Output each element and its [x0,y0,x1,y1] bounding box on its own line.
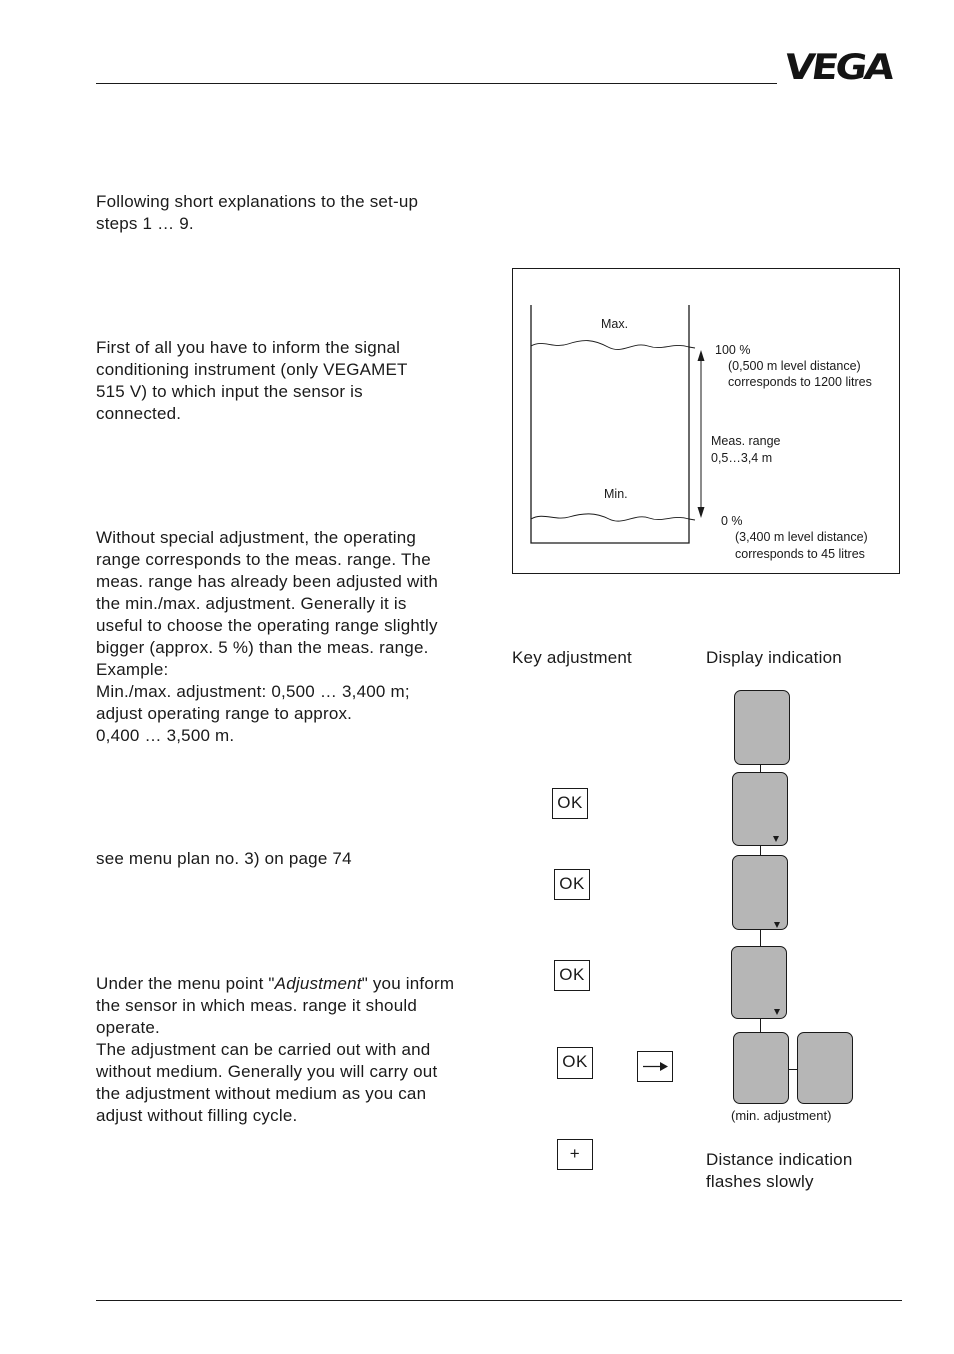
display-5 [733,1032,789,1104]
intro-text: Following short explanations to the set-up steps 1 … 9. [96,192,419,233]
min-level-wave [531,514,695,521]
min-adjustment-caption: (min. adjustment) [731,1108,832,1123]
arrow-right-icon [638,1052,672,1081]
ok-key-2[interactable]: OK [554,869,590,900]
display-connector-4 [760,1018,761,1033]
top-volume: corresponds to 1200 litres [728,375,872,389]
adjustment-paragraph [96,973,488,1127]
footer-rule [96,1300,902,1301]
bottom-volume: corresponds to 45 litres [735,547,865,561]
range-value: 0,5…3,4 m [711,451,773,465]
range-label: Meas. range [711,434,781,448]
key-adjustment-heading: Key adjustment [512,648,632,667]
range-arrow-up [698,350,705,361]
range-arrow-down [698,507,705,518]
scroll-down-icon [774,1009,780,1015]
max-label: Max. [601,317,629,331]
adjustment-text-pre: Under the menu point " [96,974,275,993]
min-label: Min. [604,487,628,501]
plus-key[interactable]: + [557,1139,593,1170]
ok-key-1[interactable]: OK [552,788,588,819]
input-paragraph: First of all you have to inform the signal conditioning instrument (only VEGAMET 515 V) to which input the sensor is connected. [96,338,408,423]
adjustment-term: Adjustment [274,974,362,993]
scroll-down-icon [774,922,780,928]
display-4 [731,946,787,1019]
vega-logo: VEGA [781,47,895,88]
bottom-percent: 0 % [721,514,743,528]
display-connector-3 [760,929,761,947]
bottom-distance: (3,400 m level distance) [735,530,868,544]
display-3 [732,855,788,930]
tank-diagram [512,268,900,574]
display-1 [734,690,790,765]
top-percent: 100 % [715,343,751,357]
arrow-right-key[interactable] [637,1051,673,1082]
menu-reference: see menu plan no. 3) on page 74 [96,849,352,868]
display-indication-heading: Display indication [706,648,842,667]
top-distance: (0,500 m level distance) [728,359,861,373]
header-rule [96,83,777,84]
display-6 [797,1032,853,1104]
max-level-wave [531,341,695,350]
operating-range-paragraph: Without special adjustment, the operating range corresponds to the meas. range. The meas. range has already been adjusted with the min./max. adjustment. Generally it is useful to choose the operating range slightly bigger (approx. 5 %) than the meas. range. Example: Min./max. adjustment: 0,500 … 3,400 m; adjust operating range to approx. 0,400 … 3,500 m. [96,528,438,745]
distance-note: Distance indication flashes slowly [706,1150,853,1191]
display-2 [732,772,788,846]
tank-outline [531,305,689,543]
scroll-down-icon [773,836,779,842]
ok-key-4[interactable]: OK [557,1047,593,1079]
ok-key-3[interactable]: OK [554,960,590,991]
adjustment-text-post: " you inform the sensor in which meas. range it should operate. The adjustment can be carried out with and without medium. Generally you will carry out the adjustment without medium as you can adjust without filling cycle. [96,974,455,1125]
